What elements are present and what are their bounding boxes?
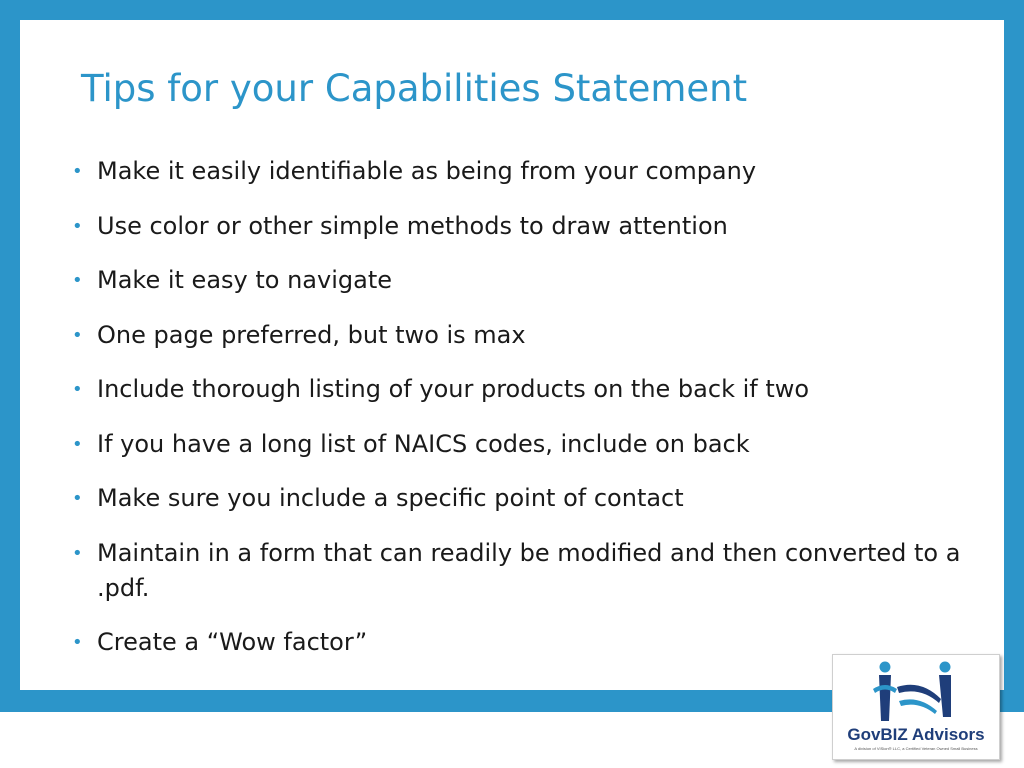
bullet-item — [72, 372, 972, 407]
bullet-item — [72, 427, 972, 462]
logo-tagline: A division of VISion® LLC, a Certified Veteran Owned Small Business — [854, 746, 978, 751]
bullet-icon: • — [72, 542, 83, 564]
bullet-icon: • — [72, 215, 83, 237]
people-figures-icon — [869, 659, 961, 723]
bullet-icon: • — [72, 433, 83, 455]
bullet-text: Make it easy to navigate — [97, 266, 392, 294]
bullet-icon: • — [72, 161, 83, 182]
bullet-item — [72, 318, 972, 353]
bullet-item — [72, 481, 972, 516]
bullet-item — [72, 209, 972, 244]
bullet-item — [72, 154, 972, 189]
bullet-text: Use color or other simple methods to draw attention — [97, 211, 728, 240]
bullet-item — [72, 263, 972, 298]
bullet-text: Make it easily identifiable as being from your company — [97, 157, 757, 185]
logo-name: GovBIZ Advisors — [847, 725, 985, 744]
bullet-text: Maintain in a form that can readily be modified and then converted to a .pdf. — [97, 538, 961, 602]
bullet-icon: • — [72, 270, 83, 291]
bullet-text: Include thorough listing of your products on the back if two — [97, 375, 810, 403]
bullet-icon: • — [72, 324, 83, 346]
slide-title: Tips for your Capabilities Statement — [81, 67, 748, 110]
bullet-icon: • — [72, 632, 83, 653]
bullet-item — [72, 536, 972, 606]
bullet-text: Make sure you include a specific point of contact — [97, 484, 684, 512]
govbiz-logo — [832, 654, 1000, 760]
bullet-icon: • — [72, 488, 83, 509]
bullet-icon: • — [72, 379, 83, 400]
bullet-text: If you have a long list of NAICS codes, include on back — [97, 429, 750, 458]
bullet-text: Create a “Wow factor” — [97, 628, 368, 656]
bullet-list — [72, 154, 972, 680]
bullet-text: One page preferred, but two is max — [97, 320, 526, 349]
